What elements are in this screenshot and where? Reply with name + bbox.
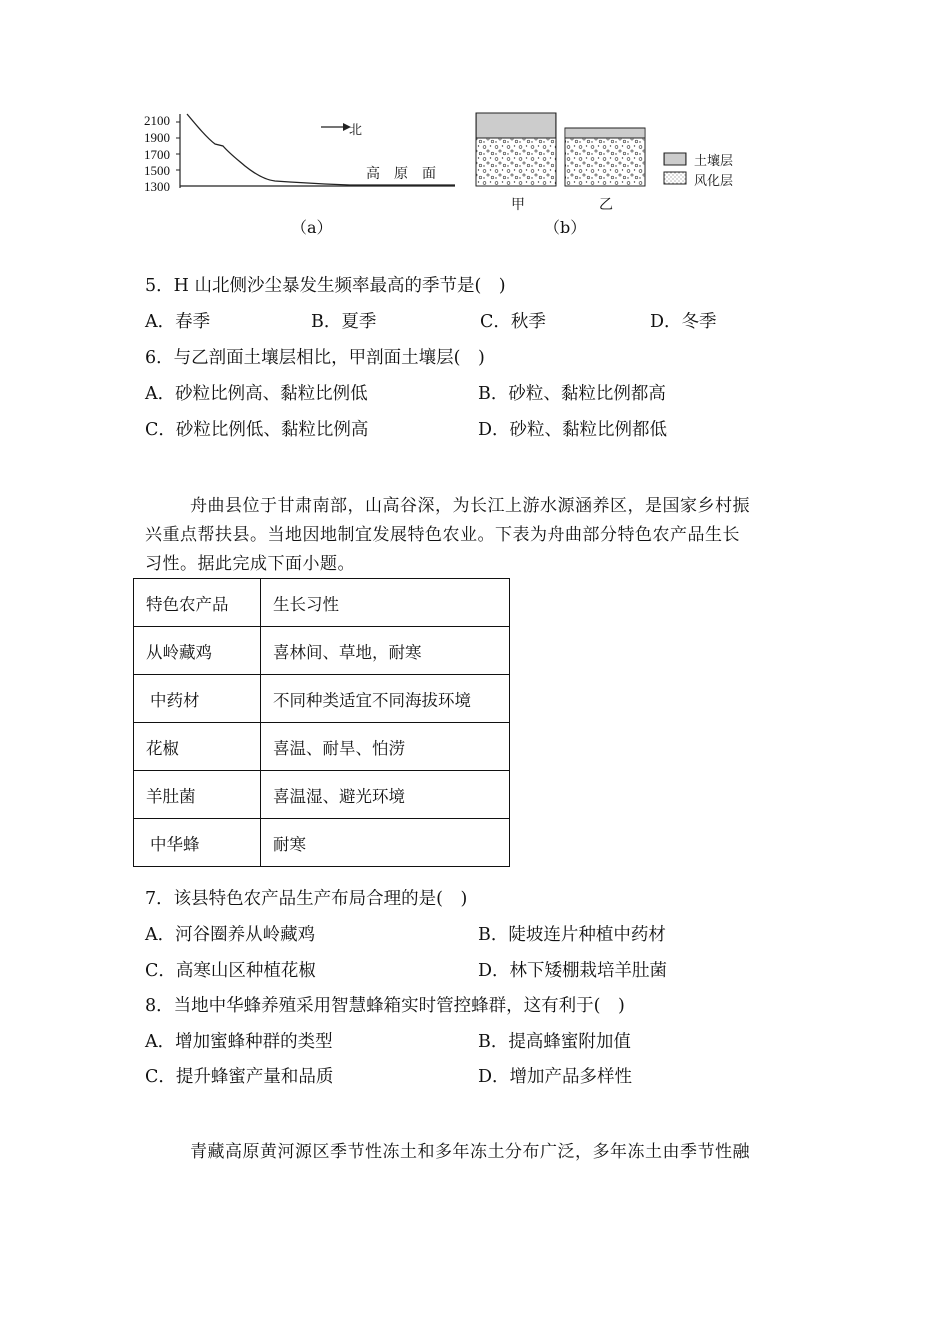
question-8-option-b: B．提高蜂蜜附加值 [478,1032,631,1052]
question-7-stem: 7．该县特色农产品生产布局合理的是( ) [145,889,468,909]
y-tick-2100: 2100 [144,113,170,128]
table-cell-habit: 喜温湿、避光环境 [261,771,510,819]
question-5-option-d: D．冬季 [650,312,717,332]
table-header-cell: 特色农产品 [134,579,261,627]
question-5-option-a: A．春季 [145,312,211,332]
table-cell-product: 中华蜂 [134,819,261,867]
table-cell-product: 中药材 [134,675,261,723]
profile-yi-weathered-layer [565,138,645,186]
question-6-option-a: A．砂粒比例高、黏粒比例低 [145,384,368,404]
plateau-surface-label: 高 原 面 [366,166,436,182]
question-5-stem: 5．H 山北侧沙尘暴发生频率最高的季节是( ) [145,276,506,296]
passage1-line-3: 习性。据此完成下面小题。 [145,554,355,574]
table-cell-habit: 不同种类适宜不同海拔环境 [261,675,510,723]
caption-a: （a） [291,218,333,237]
table-cell-habit: 喜林间、草地，耐寒 [261,627,510,675]
passage2-line-1: 青藏高原黄河源区季节性冻土和多年冻土分布广泛，多年冻土由季节性融 [190,1142,750,1162]
profile-jia-weathered-layer [476,138,556,186]
profile-jia-soil-layer [476,113,556,138]
question-7-option-a: A．河谷圈养从岭藏鸡 [145,925,316,945]
passage1-line-2: 兴重点帮扶县。当地因地制宜发展特色农业。下表为舟曲部分特色农产品生长 [145,525,740,545]
question-5-option-c: C．秋季 [480,312,546,332]
y-tick-1900: 1900 [144,130,170,145]
profile-jia-label: 甲 [511,197,525,213]
question-6-option-c: C．砂粒比例低、黏粒比例高 [145,420,369,440]
table-cell-product: 从岭藏鸡 [134,627,261,675]
question-7-option-b: B．陡坡连片种植中药材 [478,925,666,945]
table-header-row [134,579,510,627]
question-6-option-d: D．砂粒、黏粒比例都低 [478,420,668,440]
table-row [134,723,510,771]
table-row [134,627,510,675]
y-tick-1500: 1500 [144,163,170,178]
table-cell-habit: 喜温、耐旱、怕涝 [261,723,510,771]
profile-yi-label: 乙 [599,197,613,213]
table-cell-habit: 耐寒 [261,819,510,867]
profile-yi-soil-layer [565,128,645,138]
question-8-stem: 8．当地中华蜂养殖采用智慧蜂箱实时管控蜂群，这有利于( ) [145,996,625,1016]
question-8-option-a: A．增加蜜蜂种群的类型 [145,1032,333,1052]
question-7-option-d: D．林下矮棚栽培羊肚菌 [478,961,668,981]
legend-weathered-swatch [664,172,686,184]
question-5-option-b: B．夏季 [311,312,377,332]
table-header-cell: 生长习性 [261,579,510,627]
question-8-option-c: C．提升蜂蜜产量和品质 [145,1067,334,1087]
table-row [134,819,510,867]
crop-habit-table [133,578,510,867]
question-7-option-c: C．高寒山区种植花椒 [145,961,316,981]
table-row [134,675,510,723]
question-6-option-b: B．砂粒、黏粒比例都高 [478,384,666,404]
y-tick-1300: 1300 [144,179,170,194]
question-6-stem: 6．与乙剖面土壤层相比，甲剖面土壤层( ) [145,348,485,368]
y-tick-1700: 1700 [144,147,170,162]
caption-b: （b） [544,218,587,237]
legend-soil-label: 土壤层 [694,154,734,169]
north-label: 北 [349,123,363,138]
passage1-line-1: 舟曲县位于甘肃南部，山高谷深，为长江上游水源涵养区，是国家乡村振 [190,496,750,516]
legend-soil-swatch [664,153,686,165]
question-8-option-d: D．增加产品多样性 [478,1067,633,1087]
table-cell-product: 羊肚菌 [134,771,261,819]
table-row [134,771,510,819]
table-cell-product: 花椒 [134,723,261,771]
legend-weathered-label: 风化层 [694,174,734,189]
